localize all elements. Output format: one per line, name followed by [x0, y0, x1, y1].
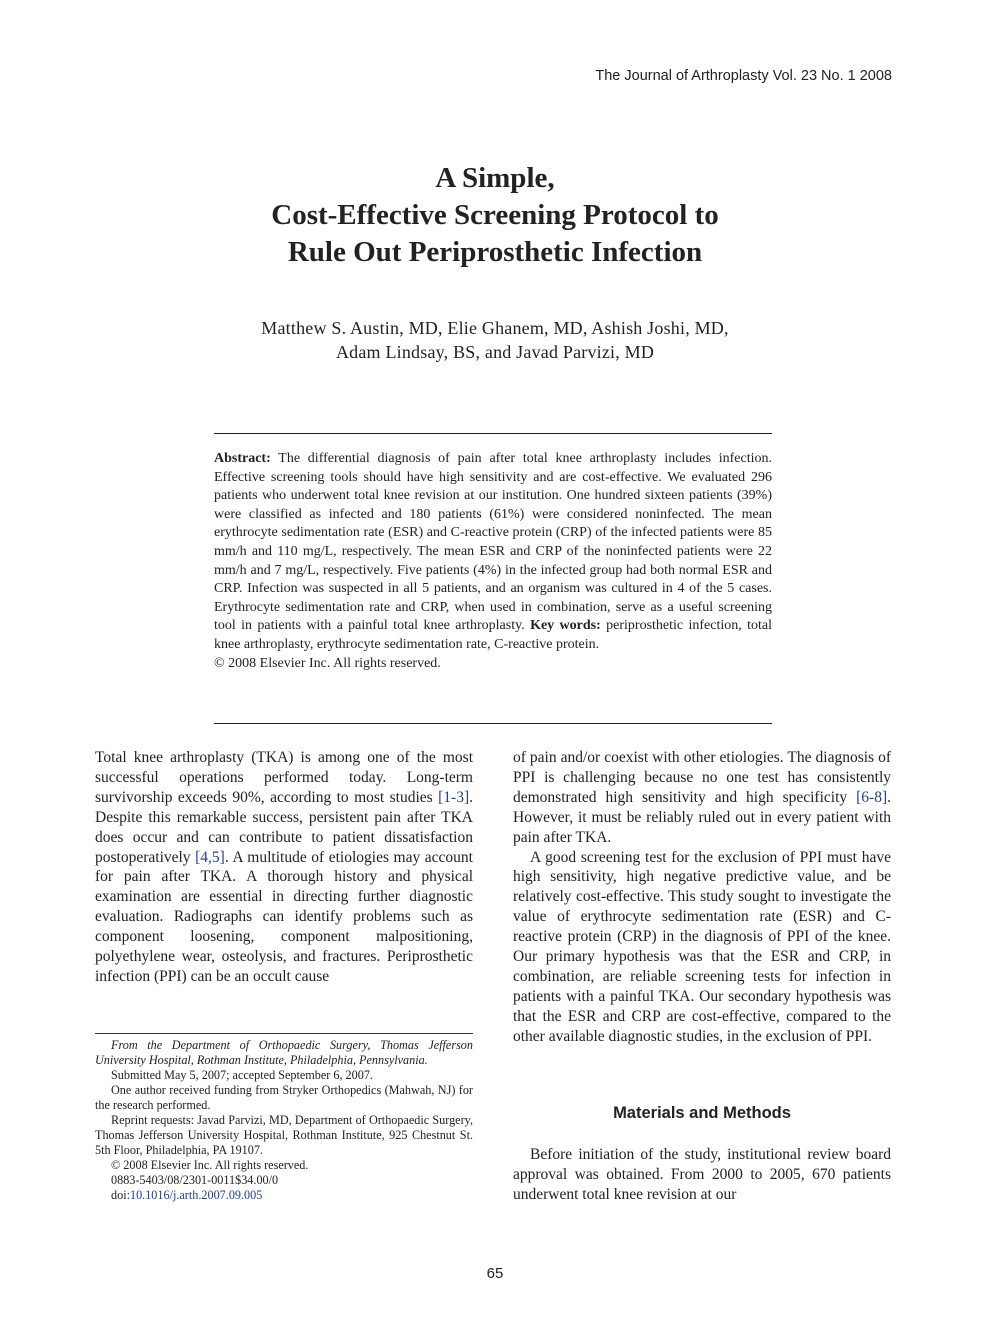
keywords-label: Key words:	[530, 618, 601, 634]
footnote-rule	[95, 1033, 473, 1034]
page-number: 65	[486, 1265, 504, 1282]
abstract-label: Abstract:	[214, 451, 271, 466]
body-paragraph: Before initiation of the study, institutional review board approval was obtained. From 2000 to 2005, 670 patients underwent total knee revision at our	[513, 1146, 891, 1203]
author-line: Adam Lindsay, BS, and Javad Parvizi, MD	[335, 342, 655, 362]
footnote-issn: 0883-5403/08/2301-0011$34.00/0	[111, 1173, 279, 1187]
article-title	[0, 160, 990, 271]
intro-text: . Despite this remarkable success, persistent pain after TKA does occur and can contribute to patient dissatisfaction postoperatively	[95, 788, 473, 866]
abstract-paragraph	[214, 450, 772, 655]
doi-link[interactable]: 10.1016/j.arth.2007.09.005	[129, 1188, 263, 1202]
footnotes	[95, 1038, 473, 1203]
intro-paragraph	[95, 748, 473, 987]
footnote-submitted: Submitted May 5, 2007; accepted September 6, 2007.	[111, 1068, 373, 1082]
author-line: Matthew S. Austin, MD, Elie Ghanem, MD, Ashish Joshi, MD,	[261, 318, 729, 338]
title-line: Cost-Effective Screening Protocol to	[271, 199, 719, 231]
left-column	[95, 748, 473, 987]
section-heading-materials-methods: Materials and Methods	[613, 1104, 791, 1122]
body-text: . However, it must be reliably ruled out in every patient with pain after TKA.	[513, 788, 891, 846]
intro-text: . A multitude of etiologies may account for pain after TKA. A thorough history and physical examination are essential in directing further diagnostic evaluation. Radiographs can identify problems such as component loosening, component malpositioning, polyethylene wear, osteolysis, and fractures. Periprosthetic infection (PPI) can be an occult cause	[95, 848, 473, 985]
abstract-bottom-rule	[214, 723, 772, 724]
title-line: A Simple,	[435, 162, 555, 194]
author-list	[0, 316, 990, 364]
footnote-reprint: Reprint requests: Javad Parvizi, MD, Department of Orthopaedic Surgery, Thomas Jefferson University Hospital, Rothman Institute, 925 Chestnut St. 5th Floor, Philadelphia, PA 19107.	[95, 1113, 473, 1157]
citation-link[interactable]: [4,5]	[195, 848, 225, 866]
body-paragraph: A good screening test for the exclusion of PPI must have high sensitivity, high negative predictive value, and be relatively cost-effective. This study sought to investigate the value of erythrocyte sedimentation rate (ESR) and C-reactive protein (CRP) in the diagnosis of PPI of the knee. Our primary hypothesis was that the ESR and CRP, in combination, are reliable screening tests for infection in patients with a painful TKA. Our secondary hypothesis was that the ESR and CRP are cost-effective, compared to the other available diagnostic studies, in the exclusion of PPI.	[513, 848, 891, 1045]
citation-link[interactable]: [6-8]	[856, 788, 888, 806]
abstract-copyright: © 2008 Elsevier Inc. All rights reserved.	[214, 655, 441, 671]
footnote-copyright: © 2008 Elsevier Inc. All rights reserved.	[111, 1158, 309, 1172]
body-text: of pain and/or coexist with other etiologies. The diagnosis of PPI is challenging because no one test has consistently demonstrated high sensitivity and high specificity	[513, 749, 891, 806]
journal-header: The Journal of Arthroplasty Vol. 23 No. 1 2008	[595, 68, 892, 84]
abstract-text: The differential diagnosis of pain after total knee arthroplasty includes infection. Effective screening tools should have high sensitivity and are cost-effective. We evaluated 296 patients who underwent total knee revision at our institution. One hundred sixteen patients (39%) were classified as infected and 180 patients (61%) were considered noninfected. The mean erythrocyte sedimentation rate (ESR) and C-reactive protein (CRP) of the infected patients were 85 mm/h and 110 mg/L, respectively. The mean ESR and CRP of the noninfected patients were 22 mm/h and 7 mg/L, respectively. Five patients (4%) in the infected group had both normal ESR and CRP. Infection was suspected in all 5 patients, and an organism was cultured in 4 of the 5 cases. Erythrocyte sedimentation rate and CRP, when used in combination, serve as a useful screening tool in patients with a painful total knee arthroplasty.	[214, 451, 772, 634]
intro-text: Total knee arthroplasty (TKA) is among one of the most successful operations performed today. Long-term survivorship exceeds 90%, according to most studies	[95, 749, 473, 806]
body-paragraph	[513, 748, 891, 848]
citation-link[interactable]: [1-3]	[438, 788, 470, 806]
right-column	[513, 748, 891, 1047]
abstract-block	[214, 450, 772, 673]
footnote-affiliation: From the Department of Orthopaedic Surgery, Thomas Jefferson University Hospital, Rothman Institute, Philadelphia, Pennsylvania.	[95, 1038, 473, 1067]
footnote-funding: One author received funding from Stryker Orthopedics (Mahwah, NJ) for the research performed.	[95, 1083, 473, 1112]
title-line: Rule Out Periprosthetic Infection	[287, 236, 703, 268]
abstract-top-rule	[214, 433, 772, 434]
footnote-doi: doi:10.1016/j.arth.2007.09.005	[111, 1188, 263, 1202]
methods-paragraph	[513, 1145, 891, 1205]
keywords-text: periprosthetic infection, total knee arthroplasty, erythrocyte sedimentation rate, C-reactive protein.	[214, 618, 773, 652]
